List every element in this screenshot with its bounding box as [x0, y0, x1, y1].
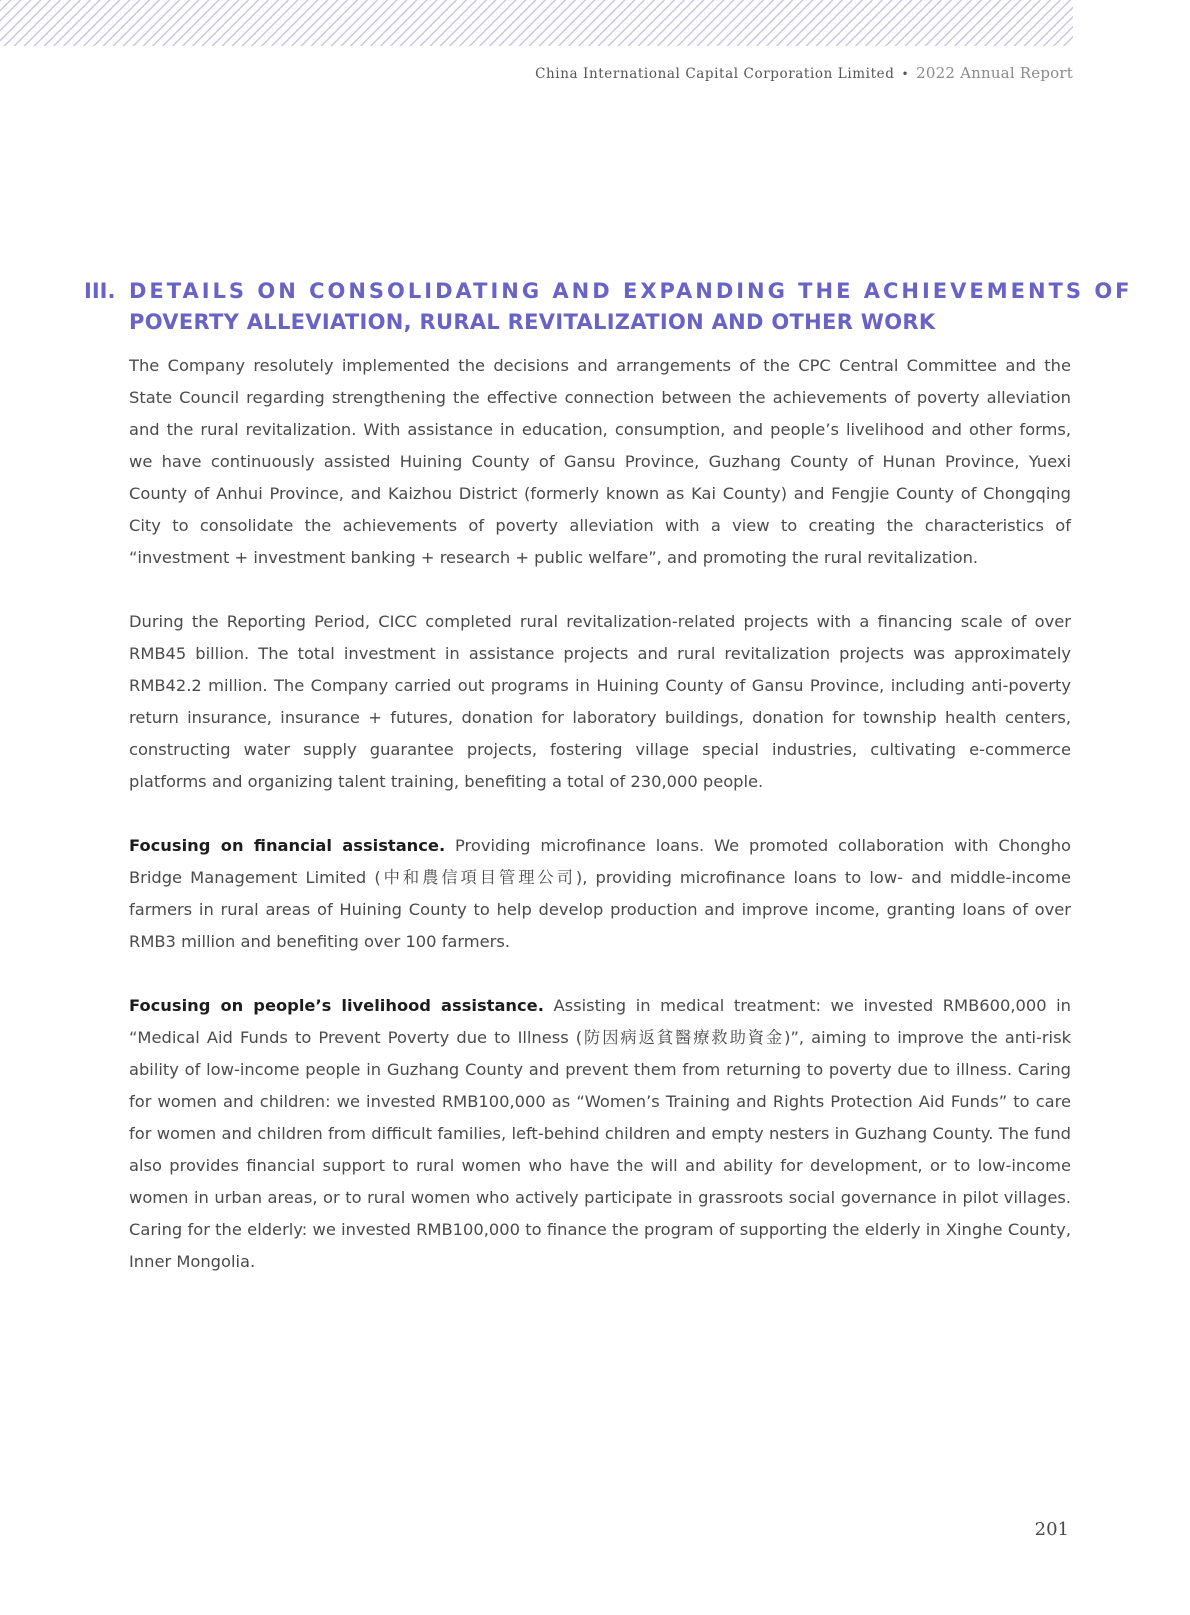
section-number: III.	[84, 279, 116, 303]
page-number: 201	[1034, 1519, 1069, 1540]
section-title-line-1: DETAILS ON CONSOLIDATING AND EXPANDING THE ACHIEVEMENTS OF	[129, 279, 1133, 303]
body-content	[129, 350, 1071, 1278]
running-header	[535, 64, 1073, 82]
section-title-line-2: POVERTY ALLEVIATION, RURAL REVITALIZATION AND OTHER WORK	[129, 310, 936, 334]
paragraph-body-financial: Providing microfinance loans. We promoted collaboration with Chongho Bridge Management Limited (中和農信項目管理公司), providing microfinance loans to low- and middle-income farmers in rural areas of Huining County to help develop production and improve income, granting loans of over RMB3 million and benefiting over 100 farmers.	[129, 836, 1071, 951]
paragraph-reporting-period: During the Reporting Period, CICC completed rural revitalization-related projects with a financing scale of over RMB45 billion. The total investment in assistance projects and rural revitalization projects was approximately RMB42.2 million. The Company carried out programs in Huining County of Gansu Province, including anti-poverty return insurance, insurance + futures, donation for laboratory buildings, donation for township health centers, constructing water supply guarantee projects, fostering village special industries, cultivating e-commerce platforms and organizing talent training, benefiting a total of 230,000 people.	[129, 612, 1071, 791]
company-name: China International Capital Corporation Limited	[535, 66, 895, 82]
paragraph-financial-assistance	[129, 830, 1071, 958]
paragraph-livelihood-assistance	[129, 990, 1071, 1278]
decorative-hatch-band	[0, 0, 1073, 46]
paragraph-intro: The Company resolutely implemented the decisions and arrangements of the CPC Central Committee and the State Council regarding strengthening the effective connection between the achievements of poverty alleviation and the rural revitalization. With assistance in education, consumption, and people’s livelihood and other forms, we have continuously assisted Huining County of Gansu Province, Guzhang County of Hunan Province, Yuexi County of Anhui Province, and Kaizhou District (formerly known as Kai County) and Fengjie County of Chongqing City to consolidate the achievements of poverty alleviation with a view to creating the characteristics of “investment + investment banking + research + public welfare”, and promoting the rural revitalization.	[129, 356, 1071, 567]
paragraph-lead-livelihood: Focusing on people’s livelihood assistance.	[129, 996, 544, 1015]
paragraph-lead-financial: Focusing on financial assistance.	[129, 836, 446, 855]
paragraph-body-livelihood: Assisting in medical treatment: we invested RMB600,000 in “Medical Aid Funds to Prevent Poverty due to Illness (防因病返貧醫療救助資金)”, aiming to improve the anti-risk ability of low-income people in Guzhang County and prevent them from returning to poverty due to illness. Caring for women and children: we invested RMB100,000 as “Women’s Training and Rights Protection Aid Funds” to care for women and children from difficult families, left-behind children and empty nesters in Guzhang County. The fund also provides financial support to rural women who have the will and ability for development, or to low-income women in urban areas, or to rural women who actively participate in grassroots social governance in pilot villages. Caring for the elderly: we invested RMB100,000 to finance the program of supporting the elderly in Xinghe County, Inner Mongolia.	[129, 996, 1071, 1271]
report-title: 2022 Annual Report	[916, 64, 1073, 82]
header-separator: •	[901, 67, 910, 81]
